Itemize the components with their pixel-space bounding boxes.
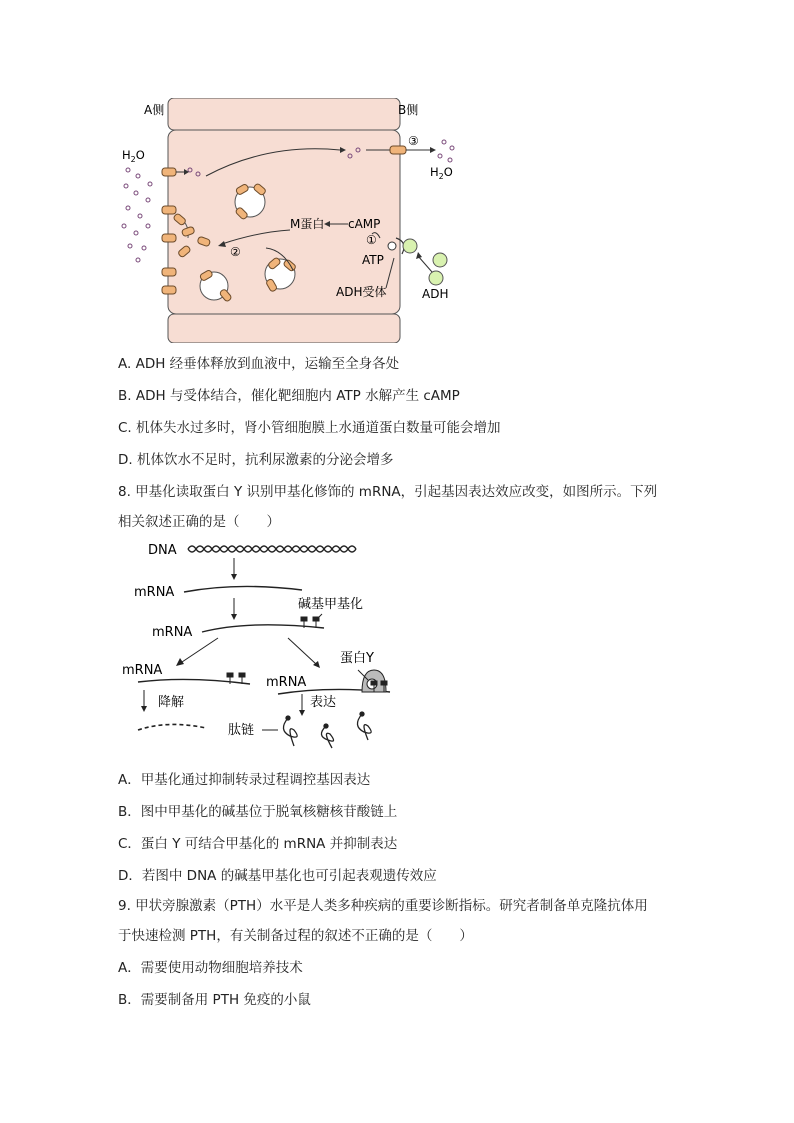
q7-option-a: A. ADH 经垂体释放到血液中，运输至全身各处 [118,356,400,372]
mrna-label-2: mRNA [152,625,193,640]
q9-stem-line1: 9. 甲状旁腺激素（PTH）水平是人类多种疾病的重要诊断指标。研究者制备单克隆抗体用 [118,898,648,914]
mrna-label-1: mRNA [134,585,175,600]
adh-molecule-icon [403,239,447,285]
mrna-methylation-figure [118,534,418,756]
cell-upper [168,98,400,130]
q8-option-b: B．图中甲基化的碱基位于脱氧核糖核苷酸链上 [118,804,398,820]
q8-stem-line1: 8. 甲基化读取蛋白 Y 识别甲基化修饰的 mRNA，引起基因表达效应改变，如图所示。下列 [118,484,658,500]
degraded-mrna [138,724,206,730]
adh-receptor-label: ADH受体 [336,285,387,299]
water-channel-right-icon [390,146,406,154]
methylation-label: 碱基甲基化 [298,597,364,612]
q8-option-c: C．蛋白 Y 可结合甲基化的 mRNA 并抑制表达 [118,836,398,852]
q8-option-d: D．若图中 DNA 的碱基甲基化也可引起表观遗传效应 [118,868,437,884]
q7-option-c: C. 机体失水过多时，肾小管细胞膜上水通道蛋白数量可能会增加 [118,420,501,436]
adh-water-channel-figure [118,98,478,343]
protein-y-label: 蛋白Y [340,651,374,666]
q9-option-b: B．需要制备用 PTH 免疫的小鼠 [118,992,311,1008]
mrna-label-3: mRNA [122,663,163,678]
side-b-label: B侧 [398,103,419,117]
mrna-label-4: mRNA [266,675,307,690]
q9-stem-line2: 于快速检测 PTH，有关制备过程的叙述不正确的是（ ） [118,928,473,944]
degrade-label: 降解 [158,695,185,710]
h2o-right: $H_2O$ [430,165,453,181]
q8-option-a: A．甲基化通过抑制转录过程调控基因表达 [118,772,371,788]
q9-option-a: A．需要使用动物细胞培养技术 [118,960,303,976]
q7-option-d: D. 机体饮水不足时，抗利尿激素的分泌会增多 [118,452,394,468]
mark-1: ① [366,233,377,247]
dna-label: DNA [148,543,177,558]
peptide-chain-icon [283,712,371,748]
mark-2: ② [230,245,241,259]
peptide-label: 肽链 [228,723,255,738]
adh-label: ADH [422,287,449,301]
q7-option-b: B. ADH 与受体结合，催化靶细胞内 ATP 水解产生 cAMP [118,388,460,404]
q8-stem-line2: 相关叙述正确的是（ ） [118,514,280,530]
water-molecules-right [438,140,454,162]
mark-3: ③ [408,134,419,148]
express-label: 表达 [310,695,337,710]
side-a-label: A侧 [144,103,165,117]
cell-lower [168,314,400,343]
h2o-left: $H_2O$ [122,148,145,164]
atp-label: ATP [362,253,384,267]
camp-label: cAMP [348,217,381,231]
m-protein-label: M蛋白 [290,217,325,231]
